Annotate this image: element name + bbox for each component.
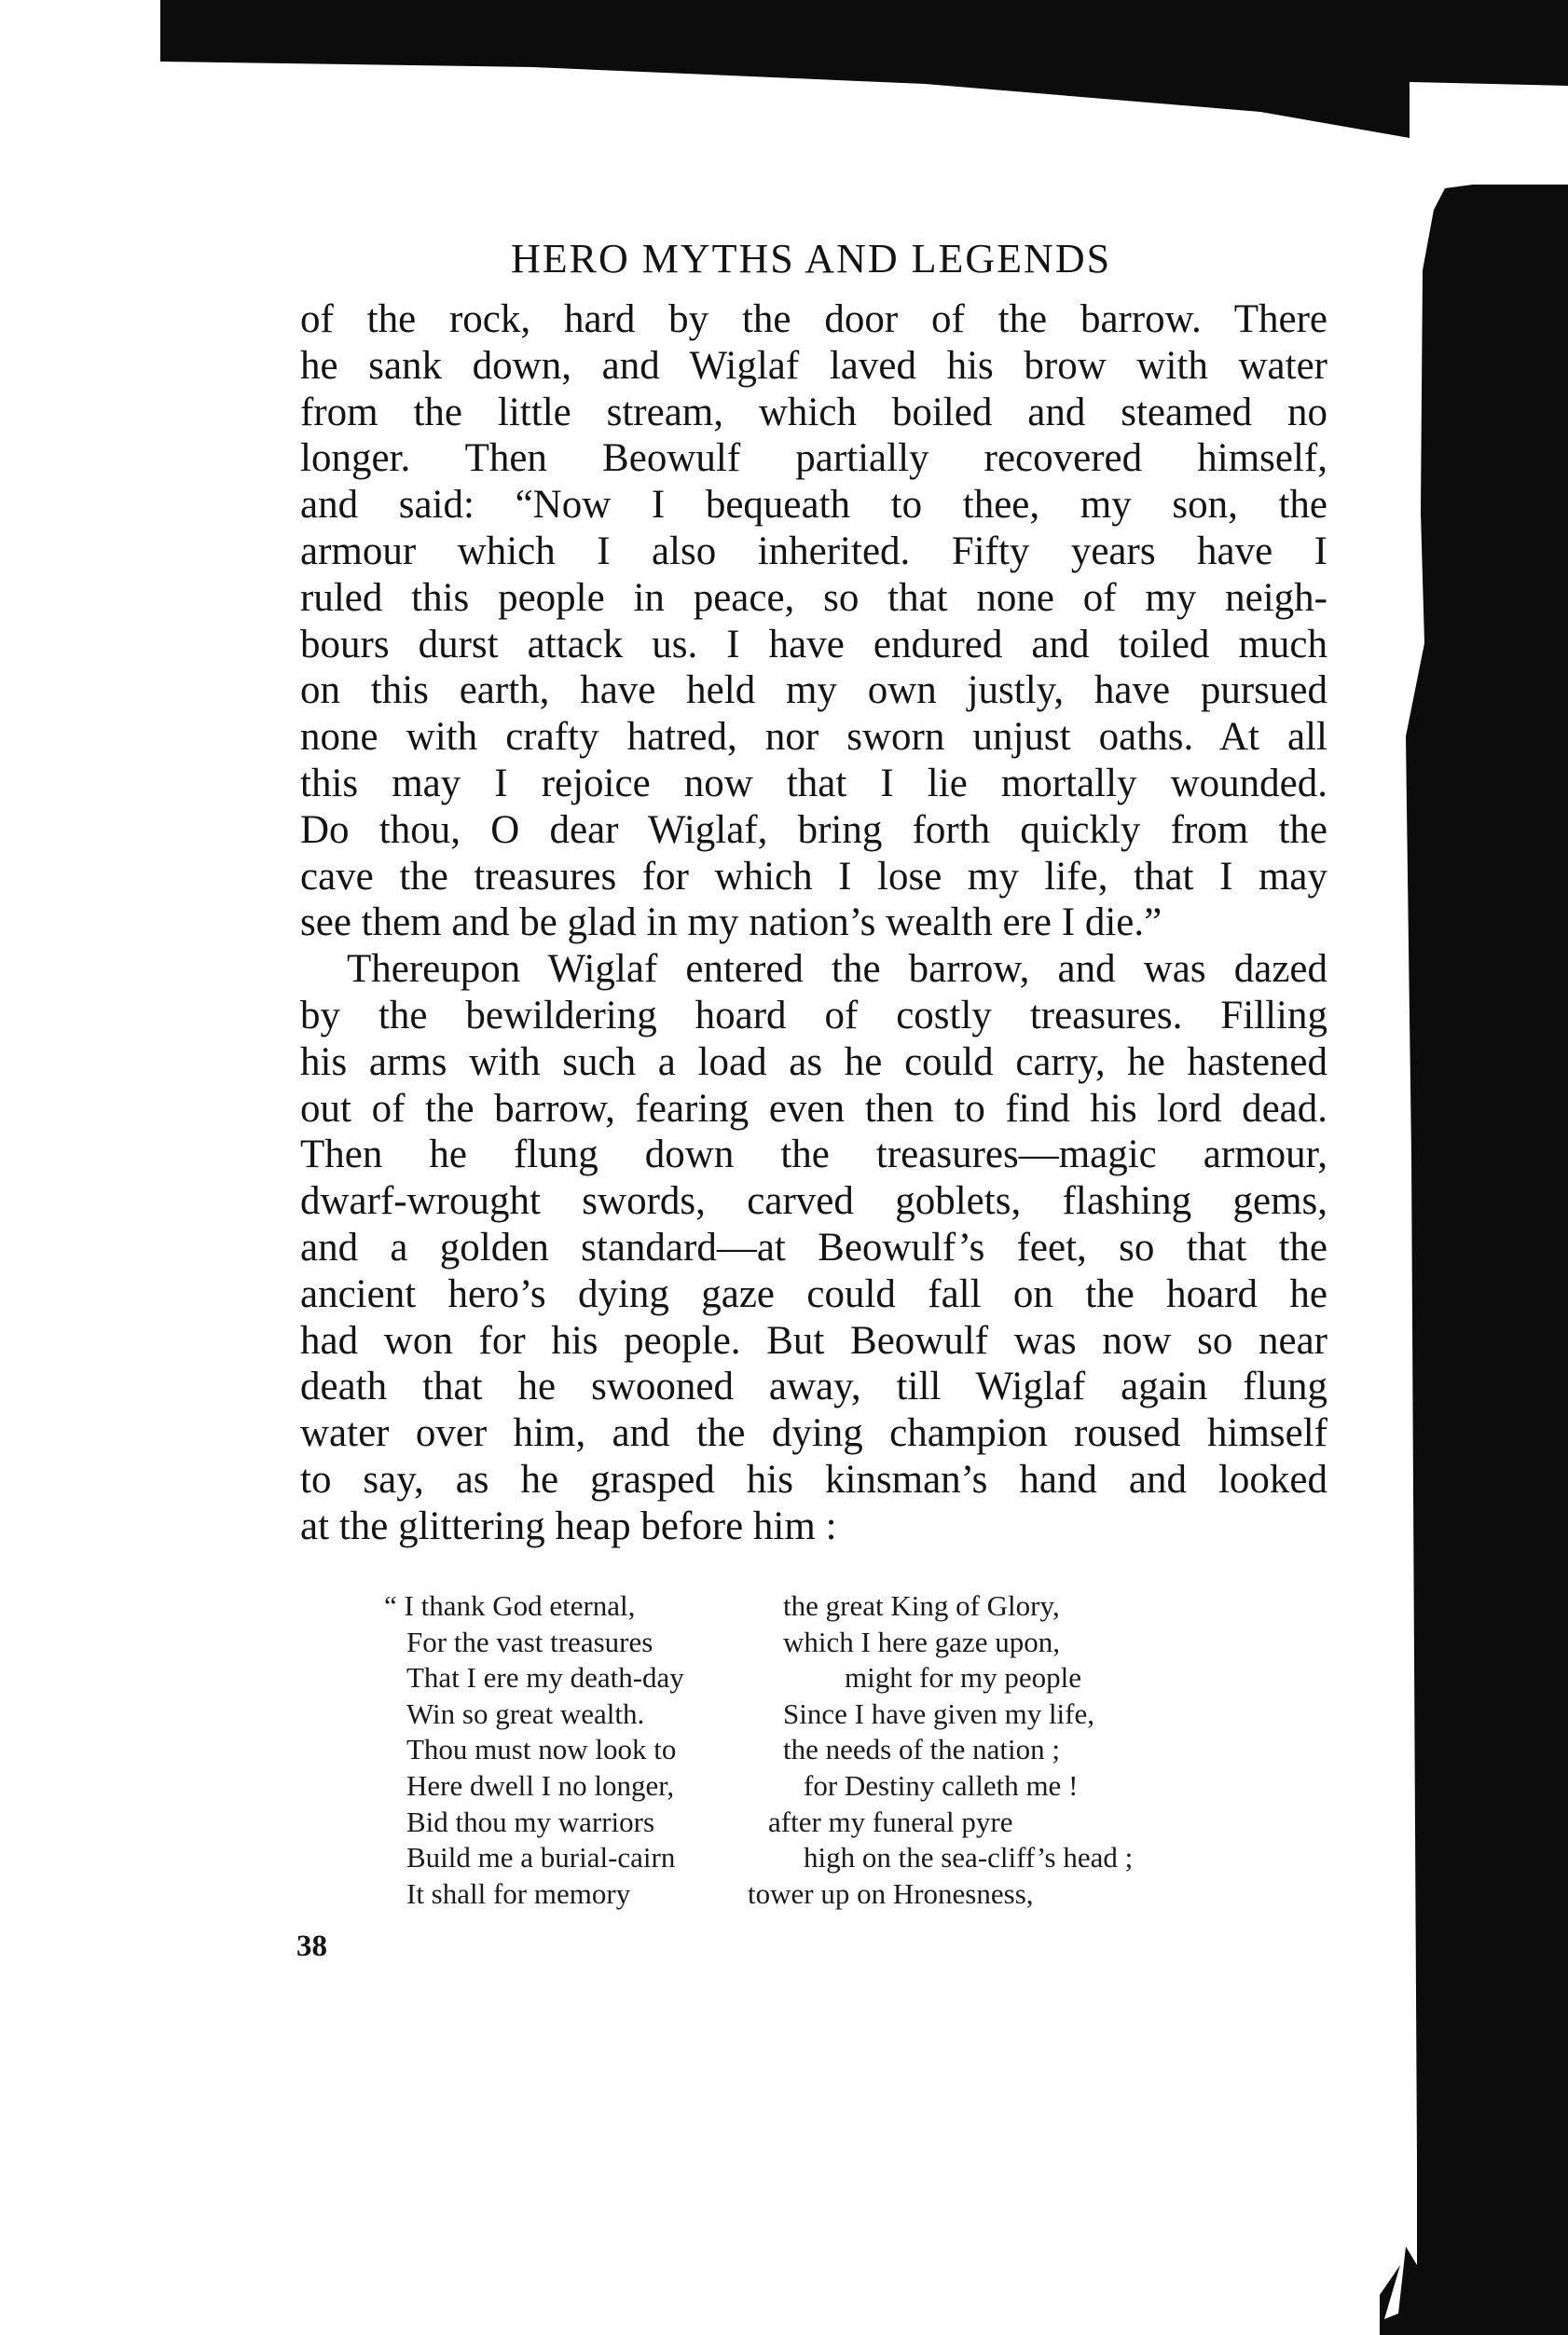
verse-second-half: the needs of the nation ; (783, 1733, 1060, 1766)
verse-first-half: Win so great wealth. (406, 1696, 645, 1730)
text-line: on this earth, have held my own justly, have pursued (300, 668, 1327, 713)
text-line: had won for his people. But Beowulf was now so near (300, 1318, 1327, 1363)
text-line: water over him, and the dying champion roused himself (300, 1411, 1327, 1456)
verse-block (384, 1588, 1270, 1912)
text-line: out of the barrow, fearing even then to find his lord dead. (300, 1086, 1327, 1131)
text-line: by the bewildering hoard of costly treasures. Filling (300, 993, 1327, 1037)
text-line: of the rock, hard by the door of the barrow. There (300, 297, 1327, 341)
text-line: at the glittering heap before him : (300, 1504, 837, 1548)
text-line: to say, as he grasped his kinsman’s hand and looked (300, 1457, 1327, 1502)
text-line: bours durst attack us. I have endured and toiled much (300, 622, 1327, 666)
text-line: Thereupon Wiglaf entered the barrow, and was dazed (347, 947, 1327, 992)
verse-second-half: which I here gaze upon, (783, 1625, 1060, 1658)
text-line: dwarf-wrought swords, carved goblets, flashing gems, (300, 1179, 1327, 1224)
verse-first-half: It shall for memory (406, 1876, 631, 1910)
paragraph (300, 296, 1327, 946)
verse-line (384, 1805, 1270, 1841)
verse-line (384, 1696, 1270, 1733)
verse-first-half: That I ere my death-day (406, 1661, 684, 1695)
verse-second-half: tower up on Hronesness, (748, 1876, 1034, 1910)
verse-line (384, 1840, 1270, 1876)
verse-first-half: Thou must now look to (406, 1733, 677, 1766)
text-line: ruled this people in peace, so that none of my neigh- (300, 575, 1327, 620)
text-line: longer. Then Beowulf partially recovered himself, (300, 436, 1327, 481)
verse-line (384, 1732, 1270, 1768)
scan-edge-top (160, 0, 1568, 163)
verse-second-half: after my funeral pyre (768, 1805, 1013, 1838)
text-line: Then he flung down the treasures—magic armour, (300, 1133, 1327, 1177)
verse-line (384, 1876, 1270, 1913)
verse-second-half: Since I have given my life, (783, 1696, 1095, 1730)
verse-line (384, 1768, 1270, 1805)
text-line: this may I rejoice now that I lie mortally wounded. (300, 761, 1327, 805)
verse-first-half: Here dwell I no longer, (406, 1768, 675, 1802)
text-line: Do thou, O dear Wiglaf, bring forth quickly from the (300, 807, 1327, 852)
text-line: death that he swooned away, till Wiglaf again flung (300, 1365, 1327, 1409)
verse-first-half: Build me a burial-cairn (406, 1841, 676, 1875)
verse-line (384, 1625, 1270, 1661)
running-header: HERO MYTHS AND LEGENDS (510, 236, 1112, 282)
text-line: cave the treasures for which I lose my life, that I may (300, 854, 1327, 899)
verse-line (384, 1660, 1270, 1696)
paragraph (300, 946, 1327, 1549)
page-number: 38 (296, 1930, 327, 1963)
text-line: and said: “Now I bequeath to thee, my son, the (300, 483, 1327, 528)
scan-edge-right (1380, 84, 1568, 2335)
text-line: none with crafty hatred, nor sworn unjust oaths. At all (300, 715, 1327, 760)
text-line: see them and be glad in my nation’s wealth ere I die.” (300, 900, 1162, 945)
verse-second-half: might for my people (845, 1661, 1081, 1695)
verse-first-half: For the vast treasures (406, 1625, 653, 1658)
verse-second-half: high on the sea-cliff’s head ; (804, 1841, 1134, 1875)
verse-second-half: the great King of Glory, (783, 1589, 1060, 1622)
verse-second-half: for Destiny calleth me ! (804, 1768, 1079, 1802)
text-line: he sank down, and Wiglaf laved his brow with water (300, 343, 1327, 388)
text-line: ancient hero’s dying gaze could fall on the hoard he (300, 1271, 1327, 1316)
text-line: his arms with such a load as he could carry, he hastened (300, 1039, 1327, 1084)
text-line: and a golden standard—at Beowulf’s feet, so that the (300, 1225, 1327, 1270)
text-line: armour which I also inherited. Fifty years have I (300, 529, 1327, 573)
verse-first-half: Bid thou my warriors (406, 1805, 655, 1838)
verse-line (384, 1588, 1270, 1625)
text-line: from the little stream, which boiled and steamed no (300, 390, 1327, 434)
verse-first-half: “ I thank God eternal, (384, 1589, 636, 1622)
body-text (300, 296, 1327, 1550)
